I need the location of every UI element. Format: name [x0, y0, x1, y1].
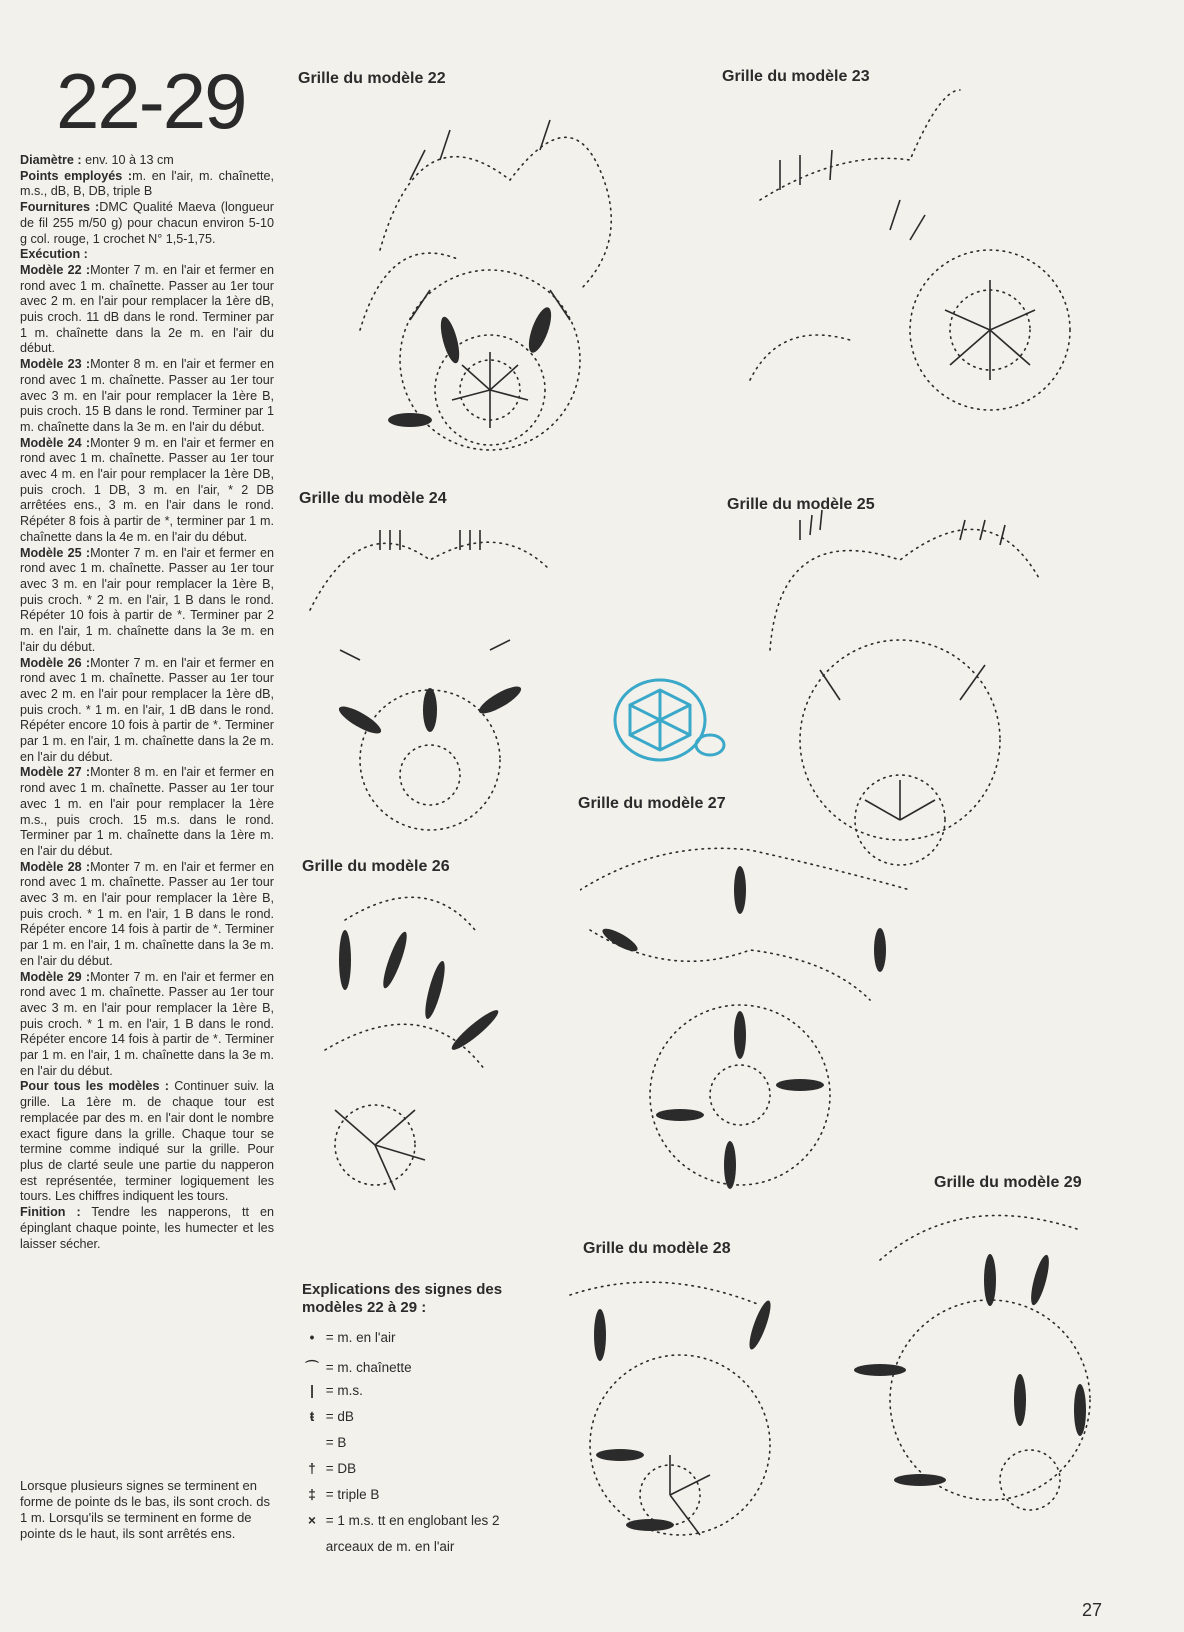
execution-label: Exécution : — [20, 247, 88, 262]
legend-row — [302, 1383, 363, 1398]
model-range-title: 22-29 — [56, 57, 246, 145]
diagram-24 — [300, 520, 590, 840]
legend-row — [302, 1461, 356, 1476]
points-line — [20, 169, 274, 200]
single-crochet-symbol-icon: | — [310, 1383, 314, 1398]
diametre-label: Diamètre : — [20, 153, 82, 167]
model-label: Modèle 22 : — [20, 262, 91, 277]
grid-title-29: Grille du modèle 29 — [934, 1174, 1082, 1191]
model-label: Modèle 23 : — [20, 357, 91, 372]
all-models-body: Continuer suiv. la grille. La 1ère m. de chaque tour est remplacée par des m. en l'air dont le nombre exact figure dans la grille. Chaque tour se termine comme indiqué sur la grille. Pour plus de clarté seule une partie du napperon est représentée, terminer logiquement les tours. Les chiffres indiquent les tours. — [20, 1079, 275, 1204]
points-value: m. en l'air, m. chaînette, m.s., dB, B, DB, triple B — [20, 168, 274, 199]
diagram-27 — [580, 830, 940, 1220]
grid-title-27: Grille du modèle 27 — [578, 795, 726, 812]
legend-row — [302, 1330, 396, 1345]
cross-stitch-symbol-icon: × — [308, 1513, 316, 1528]
model-28-text — [20, 860, 274, 970]
fournitures-line — [20, 200, 274, 247]
finition-text — [20, 1205, 274, 1252]
instructions-column — [20, 153, 274, 1252]
legend-text: = DB — [325, 1461, 357, 1476]
stitch-note: Lorsque plusieurs signes se terminent en forme de pointe ds le bas, ils sont croch. ds 1 m. Lorsqu'ils se terminent en forme de pointe ds le haut, ils sont arrêtés ens. — [20, 1478, 271, 1541]
model-25-text — [20, 546, 274, 656]
chain-stitch-symbol-icon: • — [309, 1330, 315, 1345]
diagram-28 — [560, 1265, 830, 1555]
legend-row — [302, 1513, 500, 1528]
execution-line — [20, 247, 274, 263]
diagram-26 — [305, 880, 565, 1210]
finition-label: Finition : — [20, 1205, 81, 1220]
model-label: Modèle 27 : — [20, 765, 91, 780]
legend-text: = B — [325, 1435, 347, 1450]
model-23-text — [20, 357, 274, 436]
page-number: 27 — [1082, 1600, 1103, 1620]
legend-text: = m. chaînette — [325, 1360, 412, 1375]
treble-symbol-icon: † — [308, 1461, 316, 1476]
model-label: Modèle 28 : — [20, 859, 91, 874]
model-24-text — [20, 436, 274, 546]
grid-title-23: Grille du modèle 23 — [722, 68, 870, 85]
model-26-text — [20, 656, 274, 766]
diagram-23 — [740, 80, 1080, 420]
slip-stitch-symbol-icon: ⌒ — [305, 1360, 319, 1375]
legend-text: = dB — [325, 1409, 354, 1424]
triple-treble-symbol-icon: ‡ — [308, 1487, 316, 1502]
points-label: Points employés : — [20, 168, 133, 183]
turtle-stamp-icon — [600, 660, 730, 780]
model-body: Monter 8 m. en l'air et fermer en rond avec 1 m. chaînette. Passer au 1er tour avec 1 m. en l'air pour remplacer la 1ère m.s., puis croch. 15 m.s. dans le rond. Terminer par 1 m. chaînette dans la 1ère m. en l'air du début. — [20, 765, 274, 858]
model-body: Monter 9 m. en l'air et fermer en rond avec 1 m. chaînette. Passer au 1er tour avec 4 m. en l'air pour remplacer la 1ère DB, puis croch. 1 DB, 3 m. en l'air, * 2 DB arrêtées ens., 3 m. en l'air dans le rond. Répéter 8 fois à partir de *, terminer par 1 m. chaînette dans la 4e m. en l'air du début. — [20, 435, 274, 544]
finition-body: Tendre les napperons, tt en épinglant chaque pointe, les humecter et les laisser sécher. — [20, 1205, 275, 1251]
legend-text: arceaux de m. en l'air — [325, 1539, 455, 1554]
model-label: Modèle 29 : — [20, 969, 91, 984]
model-29-text — [20, 970, 274, 1080]
model-body: Monter 7 m. en l'air et fermer en rond avec 1 m. chaînette. Passer au 1er tour avec 3 m. en l'air pour remplacer la 1ère B, puis croch. * 2 m. en l'air, 1 B dans le rond. Répéter 10 fois à partir de *. Terminer par 2 m. en l'air, 1 m. chaînette dans la 3e m. en l'air du début. — [20, 545, 274, 654]
model-27-text — [20, 765, 274, 859]
grid-title-26: Grille du modèle 26 — [302, 858, 450, 875]
grid-title-22: Grille du modèle 22 — [298, 70, 446, 87]
grid-title-28: Grille du modèle 28 — [583, 1240, 731, 1257]
model-body: Monter 7 m. en l'air et fermer en rond avec 1 m. chaînette. Passer au 1er tour avec 2 m. en l'air pour remplacer la 1ère dB, puis croch. * 1 m. en l'air, 1 dB dans le rond. Répéter encore 10 fois à partir de *. Terminer par 1 m. en l'air, 1 m. chaînette dans la 2e m. en l'air du début. — [20, 655, 274, 764]
legend-text: = 1 m.s. tt en englobant les 2 — [325, 1513, 500, 1528]
legend-title: Explications des signes des modèles 22 à 29 : — [302, 1281, 503, 1316]
legend-row — [302, 1356, 412, 1376]
legend-row — [302, 1539, 454, 1554]
all-models-text — [20, 1079, 274, 1205]
model-label: Modèle 25 : — [20, 545, 91, 560]
legend-text: = triple B — [325, 1487, 380, 1502]
fournitures-label: Fournitures : — [20, 200, 100, 215]
fournitures-value: DMC Qualité Maeva (longueur de fil 255 m/50 g) pour chacun environ 5-10 g col. rouge, 1 crochet N° 1,5-1,75. — [20, 200, 274, 246]
model-body: Monter 7 m. en l'air et fermer en rond avec 1 m. chaînette. Passer au 1er tour avec 3 m. en l'air pour remplacer la 1ère B, puis croch. * 1 m. en l'air, 1 B dans le rond. Répéter encore 14 fois à partir de *. Terminer par 1 m. en l'air, 1 m. chaînette dans la 3e m. en l'air du début. — [20, 969, 274, 1078]
model-label: Modèle 24 : — [20, 435, 91, 450]
legend-text: = m.s. — [325, 1383, 363, 1398]
all-models-label: Pour tous les modèles : — [20, 1079, 169, 1094]
diametre-value: env. 10 à 13 cm — [81, 153, 174, 167]
diagram-29 — [840, 1200, 1120, 1530]
grid-title-25: Grille du modèle 25 — [727, 496, 875, 513]
model-22-text — [20, 263, 274, 357]
diagram-25 — [760, 500, 1070, 880]
model-body: Monter 7 m. en l'air et fermer en rond avec 1 m. chaînette. Passer au 1er tour avec 3 m. en l'air pour remplacer la 1ère B, puis croch. * 1 m. en l'air, 1 B dans le rond. Répéter encore 14 fois à partir de *. Terminer par 1 m. en l'air, 1 m. chaînette dans la 3e m. en l'air du début. — [20, 859, 274, 968]
grid-title-24: Grille du modèle 24 — [299, 490, 447, 507]
model-label: Modèle 26 : — [20, 655, 91, 670]
model-body: Monter 8 m. en l'air et fermer en rond avec 1 m. chaînette. Passer au 1er tour avec 3 m. en l'air pour remplacer la 1ère B, puis croch. 15 B dans le rond. Terminer par 1 m. chaînette dans la 3e m. en l'air du début. — [20, 357, 274, 434]
model-body: Monter 7 m. en l'air et fermer en rond avec 1 m. chaînette. Passer au 1er tour avec 2 m. en l'air pour remplacer la 1ère dB, puis croch. 11 dB dans le rond. Terminer par 1 m. chaînette dans la 2e m. en l'air du début. — [20, 262, 274, 356]
diametre-line — [20, 153, 274, 169]
half-double-symbol-icon: ŧ — [309, 1409, 315, 1424]
diagram-22 — [350, 90, 650, 470]
legend-row — [302, 1487, 379, 1502]
legend-row — [302, 1409, 354, 1424]
legend-row — [302, 1435, 346, 1450]
legend-text: = m. en l'air — [325, 1330, 396, 1345]
